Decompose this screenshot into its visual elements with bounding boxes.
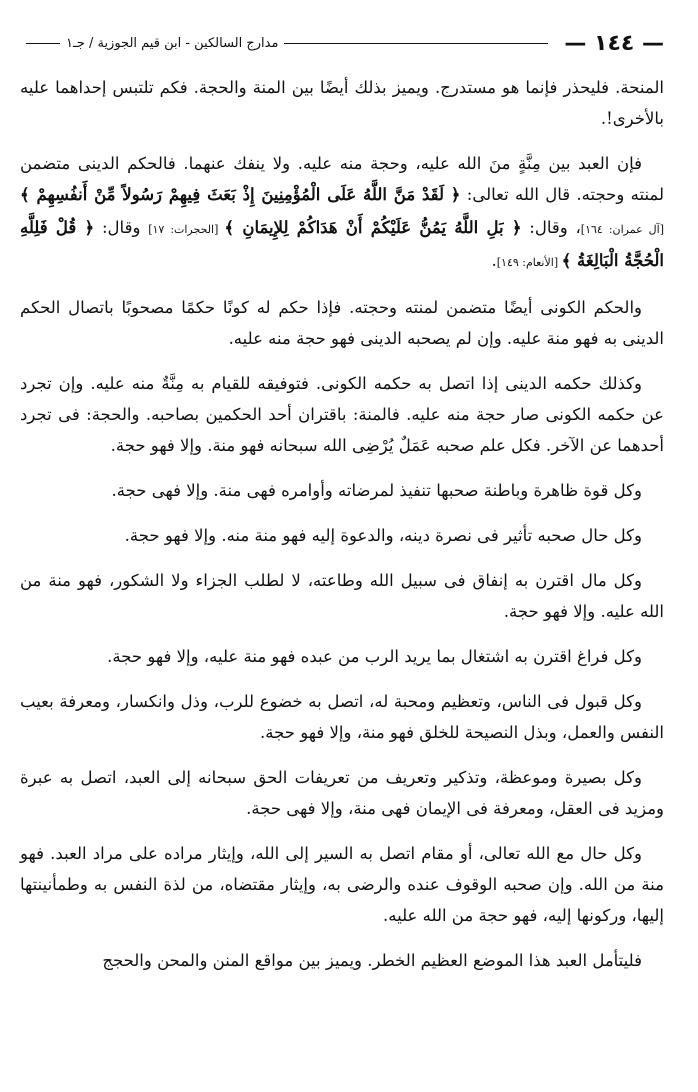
text-run: فإن العبد بين مِنَّةٍ منَ الله عليه، وحجة منه عليه. ولا ينفك عنهما. فالحكم الدينى متضمن لمنته وحجته. قال الله تعالى: bbox=[20, 154, 664, 204]
page-number: — ١٤٤ — bbox=[564, 31, 664, 56]
verse-citation: [الأنعام: ١٤٩] bbox=[496, 256, 562, 269]
quran-verse: ﴿ بَلِ اللَّهُ يَمُنُّ عَلَيْكُمْ أَنْ هَدَاكُمْ لِلإِيمَانِ ﴾ bbox=[224, 218, 522, 237]
paragraph bbox=[20, 292, 664, 354]
text-run: وكل قوة ظاهرة وباطنة صحبها تنفيذ لمرضاته وأوامره فهى منة. وإلا فهى حجة. bbox=[111, 481, 642, 500]
text-run: وكل حال صحبه تأثير فى نصرة دينه، والدعوة إليه فهو منة منه. وإلا فهو حجة. bbox=[124, 526, 642, 545]
quran-verse: ﴿ قُلْ فَلِلَّهِ الْحُجَّةُ الْبَالِغَةُ ﴾ bbox=[20, 218, 664, 270]
page-header bbox=[20, 28, 664, 58]
text-run: وكل قبول فى الناس، وتعظيم ومحبة له، اتصل به خضوع للرب، وذل وانكسار، ومعرفة بعيب النفس والعمل، وبذل النصيحة للخلق فهو منة، وإلا فهو حجة. bbox=[20, 692, 664, 742]
paragraph bbox=[20, 520, 664, 551]
running-title: مدارج السالكين - ابن قيم الجوزية / جـ١ bbox=[66, 35, 279, 51]
paragraph bbox=[20, 368, 664, 461]
paragraph bbox=[20, 762, 664, 824]
text-run: وكل حال مع الله تعالى، أو مقام اتصل به السير إلى الله، وإيثار مراده على مراد العبد. فهو منة من الله. وإن صحبه الوقوف عنده والرضى به، وإيثار مقتضاه، من لذة النفس به وطمأنينتها إليها، وركونها إليه، فهو حجة من الله عليه. bbox=[20, 844, 664, 925]
text-run: ، وقال: bbox=[521, 218, 581, 237]
paragraph bbox=[20, 641, 664, 672]
paragraph bbox=[20, 565, 664, 627]
paragraph bbox=[20, 838, 664, 931]
text-run: المنحة. فليحذر فإنما هو مستدرج. ويميز بذلك أيضًا بين المنة والحجة. فكم تلتبس إحداهما عليه بالأخرى!. bbox=[20, 78, 664, 128]
text-run: وقال: bbox=[94, 218, 149, 237]
text-run: والحكم الكونى أيضًا متضمن لمنته وحجته. فإذا حكم له كونًا حكمًا مصحوبًا باتصال الحكم الدينى به فهو منة عليه. وإن لم يصحبه الدينى فهو حجة منه عليه. bbox=[20, 298, 664, 348]
paragraph bbox=[20, 72, 664, 134]
text-run: . bbox=[491, 251, 497, 270]
text-run: فليتأمل العبد هذا الموضع العظيم الخطر. ويميز بين مواقع المنن والمحن والحجج bbox=[102, 951, 642, 970]
text-run: وكل فراغ اقترن به اشتغال بما يريد الرب من عبده فهو منة عليه، وإلا فهو حجة. bbox=[107, 647, 642, 666]
header-rule-end bbox=[26, 43, 60, 44]
quran-verse: ﴿ لَقَدْ مَنَّ اللَّهُ عَلَى الْمُؤْمِنِينَ إِذْ بَعَثَ فِيهِمْ رَسُولاً مِّنْ أَنفُسِهِمْ ﴾ bbox=[20, 185, 461, 204]
verse-citation: [الحجرات: ١٧] bbox=[148, 223, 225, 236]
paragraph bbox=[20, 475, 664, 506]
verse-citation: [آل عمران: ١٦٤] bbox=[580, 223, 665, 236]
text-run: وكذلك حكمه الدينى إذا اتصل به حكمه الكونى. فتوفيقه للقيام به مِنَّةٌ منه عليه. وإن تجرد عن حكمه الكونى صار حجة منه عليه. فالمنة: باقتران أحد الحكمين بصاحبه. والحجة: فى تجرد أحدهما عن الآخر. فكل علم صحبه عَمَلٌ يُرْضِى الله سبحانه فهو منة. وإلا فهو حجة. bbox=[20, 374, 664, 455]
header-rule bbox=[284, 43, 548, 44]
paragraph bbox=[20, 148, 664, 278]
text-run: وكل مال اقترن به إنفاق فى سبيل الله وطاعته، لا لطلب الجزاء ولا الشكور، فهو منة من الله عليه. وإلا فهو حجة. bbox=[20, 571, 664, 621]
body-text bbox=[20, 72, 664, 976]
paragraph bbox=[20, 945, 664, 976]
paragraph bbox=[20, 686, 664, 748]
text-run: وكل بصيرة وموعظة، وتذكير وتعريف من تعريفات الحق سبحانه إلى العبد، اتصل به عبرة ومزيد فى العقل، ومعرفة فى الإيمان فهى منة، وإلا فهى حجة. bbox=[20, 768, 664, 818]
